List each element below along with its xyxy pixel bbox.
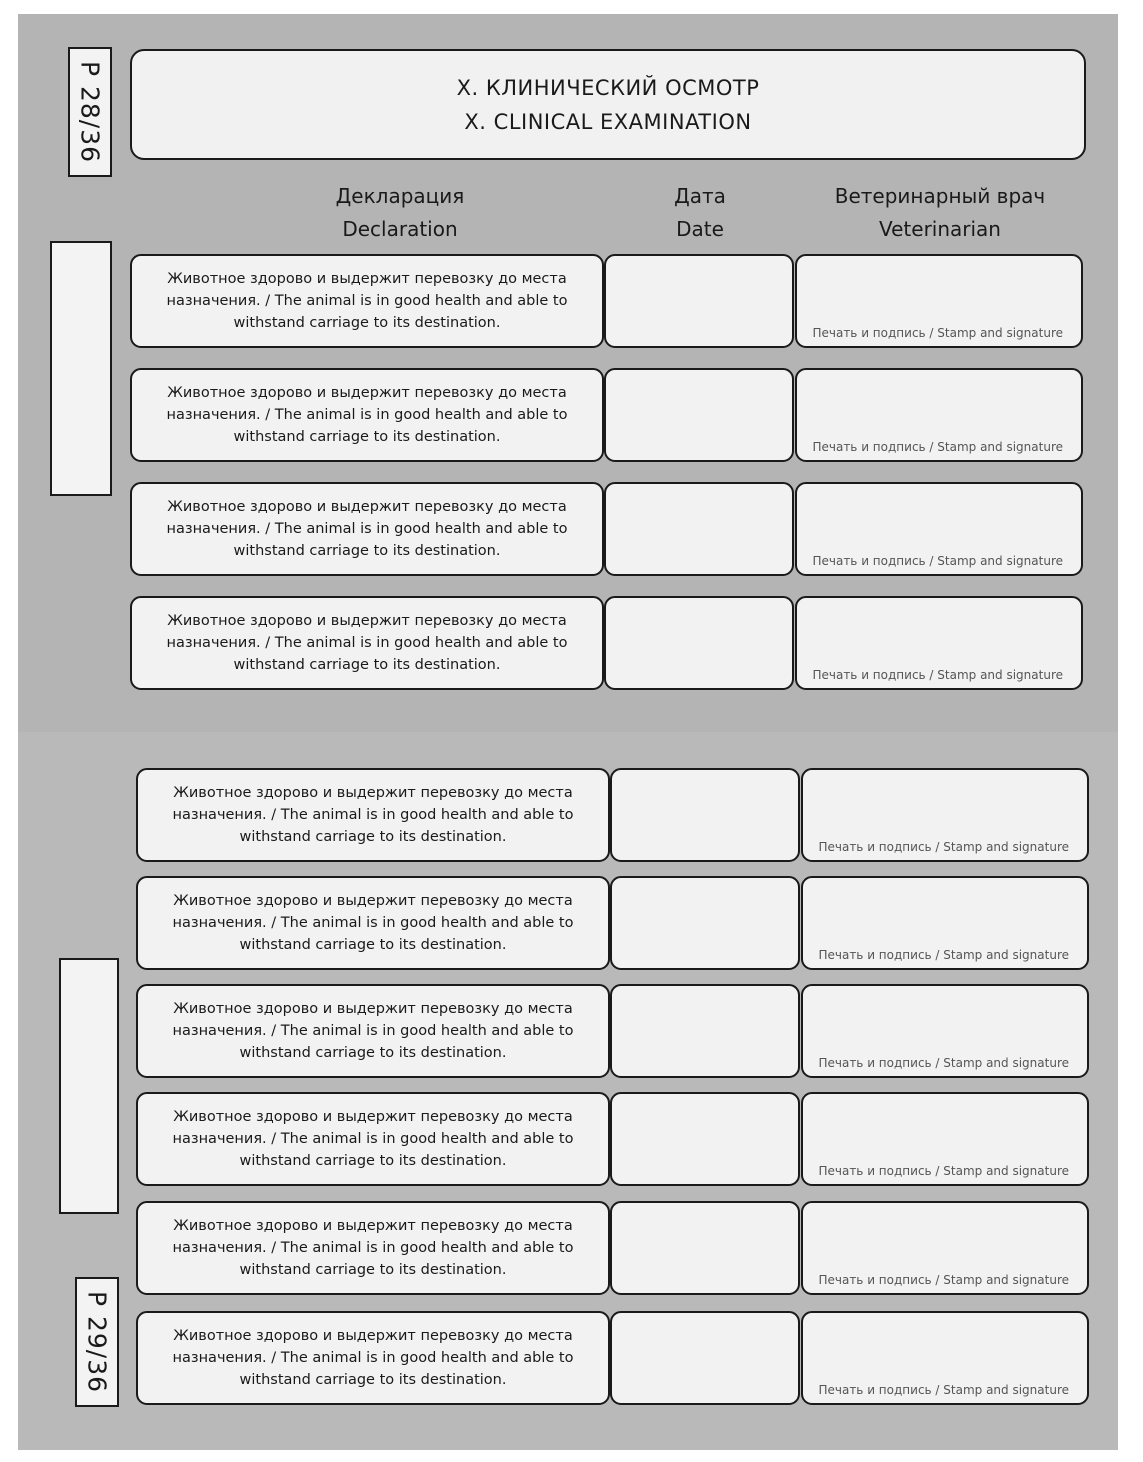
date-field[interactable] <box>610 1201 800 1295</box>
date-field[interactable] <box>604 596 794 690</box>
page-number-label-bottom <box>75 1277 119 1407</box>
stamp-signature-label: Печать и подпись / Stamp and signature <box>818 1056 1069 1070</box>
stamp-signature-field[interactable] <box>795 596 1083 690</box>
declaration-cell: Животное здорово и выдержит перевозку до места назначения. / The animal is in good health and able to withstand carriage to its destination. <box>136 1311 610 1405</box>
stamp-signature-field[interactable] <box>795 254 1083 348</box>
page-number-label-top <box>68 47 112 177</box>
declaration-cell: Животное здорово и выдержит перевозку до места назначения. / The animal is in good health and able to withstand carriage to its destination. <box>136 984 610 1078</box>
date-header-en: Date <box>676 217 724 241</box>
stamp-signature-field[interactable] <box>801 768 1089 862</box>
stamp-signature-field[interactable] <box>801 876 1089 970</box>
declaration-cell: Животное здорово и выдержит перевозку до места назначения. / The animal is in good health and able to withstand carriage to its destination. <box>130 482 604 576</box>
declaration-cell: Животное здорово и выдержит перевозку до места назначения. / The animal is in good health and able to withstand carriage to its destination. <box>136 1201 610 1295</box>
date-field[interactable] <box>604 368 794 462</box>
stamp-signature-field[interactable] <box>795 482 1083 576</box>
declaration-cell: Животное здорово и выдержит перевозку до места назначения. / The animal is in good health and able to withstand carriage to its destination. <box>136 1092 610 1186</box>
column-header-veterinarian <box>800 180 1080 246</box>
vet-header-en: Veterinarian <box>878 217 1001 241</box>
stamp-signature-label: Печать и подпись / Stamp and signature <box>818 1383 1069 1397</box>
date-field[interactable] <box>610 876 800 970</box>
date-field[interactable] <box>610 1311 800 1405</box>
side-blank-strip-top <box>50 241 112 496</box>
date-field[interactable] <box>604 254 794 348</box>
declaration-cell: Животное здорово и выдержит перевозку до места назначения. / The animal is in good health and able to withstand carriage to its destination. <box>130 368 604 462</box>
vet-header-ru: Ветеринарный врач <box>834 184 1046 208</box>
date-field[interactable] <box>610 984 800 1078</box>
stamp-signature-label: Печать и подпись / Stamp and signature <box>818 948 1069 962</box>
date-header-ru: Дата <box>674 184 726 208</box>
date-field[interactable] <box>610 1092 800 1186</box>
column-header-date <box>620 180 780 246</box>
page-number-text: P 28/36 <box>75 60 105 164</box>
section-title-ru: X. КЛИНИЧЕСКИЙ ОСМОТР <box>456 75 760 100</box>
declaration-header-ru: Декларация <box>335 184 465 208</box>
stamp-signature-label: Печать и подпись / Stamp and signature <box>818 840 1069 854</box>
stamp-signature-field[interactable] <box>801 1311 1089 1405</box>
stamp-signature-label: Печать и подпись / Stamp and signature <box>812 668 1063 682</box>
stamp-signature-label: Печать и подпись / Stamp and signature <box>812 440 1063 454</box>
declaration-cell: Животное здорово и выдержит перевозку до места назначения. / The animal is in good health and able to withstand carriage to its destination. <box>130 596 604 690</box>
section-title-box <box>130 49 1086 160</box>
stamp-signature-field[interactable] <box>801 984 1089 1078</box>
stamp-signature-field[interactable] <box>801 1201 1089 1295</box>
declaration-cell: Животное здорово и выдержит перевозку до места назначения. / The animal is in good health and able to withstand carriage to its destination. <box>136 768 610 862</box>
stamp-signature-label: Печать и подпись / Stamp and signature <box>812 326 1063 340</box>
page-number-text: P 29/36 <box>82 1290 112 1394</box>
date-field[interactable] <box>604 482 794 576</box>
stamp-signature-label: Печать и подпись / Stamp and signature <box>812 554 1063 568</box>
declaration-cell: Животное здорово и выдержит перевозку до места назначения. / The animal is in good health and able to withstand carriage to its destination. <box>136 876 610 970</box>
stamp-signature-field[interactable] <box>801 1092 1089 1186</box>
stamp-signature-label: Печать и подпись / Stamp and signature <box>818 1164 1069 1178</box>
date-field[interactable] <box>610 768 800 862</box>
declaration-header-en: Declaration <box>342 217 458 241</box>
side-blank-strip-bottom <box>59 958 119 1214</box>
stamp-signature-label: Печать и подпись / Stamp and signature <box>818 1273 1069 1287</box>
stamp-signature-field[interactable] <box>795 368 1083 462</box>
declaration-cell: Животное здорово и выдержит перевозку до места назначения. / The animal is in good health and able to withstand carriage to its destination. <box>130 254 604 348</box>
section-title-en: X. CLINICAL EXAMINATION <box>464 109 752 134</box>
column-header-declaration <box>250 180 550 246</box>
